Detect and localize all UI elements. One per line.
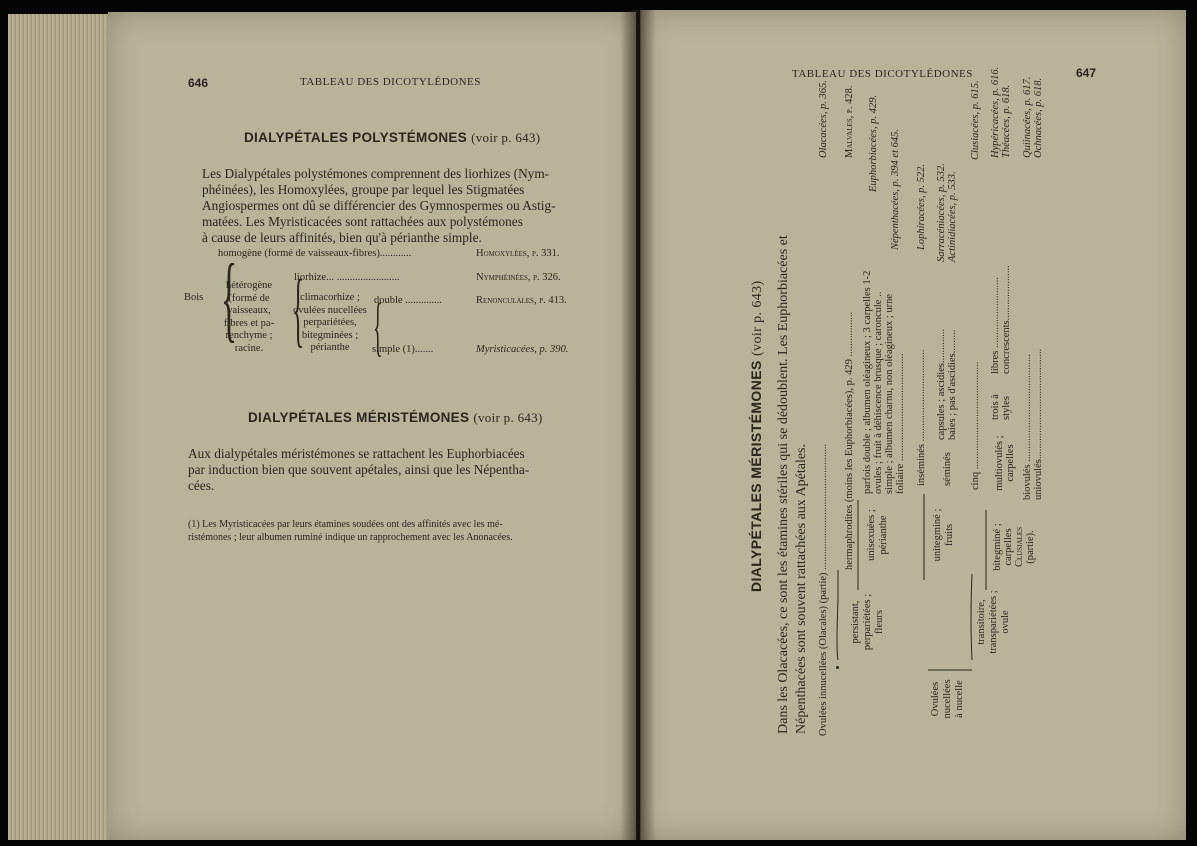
result-quiinacees: Quiinacées, p. 617. — [1022, 76, 1033, 158]
row-styles: styles — [1001, 396, 1012, 420]
paragraph-meristemones — [188, 446, 600, 494]
row-concrescents: concrescents..................... — [1001, 265, 1012, 374]
key-climacorhize — [286, 292, 374, 355]
result-lophiracees: Lophiracées, p. 522. — [916, 163, 927, 250]
result-clusiacees: Clusiacées, p. 615. — [970, 80, 981, 160]
label-line: (partie). — [1025, 530, 1036, 564]
label-line: multiovulés ; — [994, 435, 1005, 491]
result-hypericacees: Hypéricacées, p. 616. — [990, 66, 1001, 158]
label-line: nucellées — [942, 679, 953, 719]
row-cinq: cinq ......................................... — [970, 361, 981, 490]
result-theacees: Théacées, p. 618. — [1001, 84, 1012, 158]
row-semines: séminés — [942, 452, 953, 486]
key-line: renchyme ; — [225, 330, 273, 341]
key-double: double .............. — [374, 295, 442, 306]
text-line: Les Dialypétales polystémones comprennent des liorhizes (Nym- — [202, 166, 550, 181]
result-actinidiacees: Actinidiacées, p. 533. — [947, 171, 958, 262]
result-sarraceniacees: Sarracéniacées, p. 532. — [936, 163, 947, 262]
result-ochnacees: Ochnacées, p. 618. — [1033, 77, 1044, 158]
key-result-homoxylees: Homoxylées, p. 331. — [476, 248, 560, 259]
label-line: carpelles — [1005, 444, 1016, 482]
label-line: Ovulées — [930, 681, 941, 717]
text-line: phéinées), les Homoxylées, groupe par lequel les Stigmatées — [202, 182, 525, 197]
label-line: périanthe — [878, 515, 889, 555]
row-insemines: inséminés ................................... — [916, 349, 927, 486]
text-line: Angiospermes ont dû se différencier des Gymnospermes ou Astig- — [202, 198, 556, 213]
row-parfois-double: parfois double ; albumen oléagineux ; 3 carpelles 1-2 — [862, 270, 873, 494]
running-head: TABLEAU DES DICOTYLÉDONES — [792, 68, 973, 80]
key-line: perpariétées, — [303, 317, 357, 328]
row-capsules: capsules ; ascidies............. — [936, 328, 947, 440]
section-title-polystemones — [244, 130, 540, 146]
row-simple-2: foliaire ......................................... — [895, 353, 906, 494]
key-liorhize: liorhize... ........................ — [294, 272, 400, 283]
key-result-renonculales: Renonculales, p. 413. — [476, 295, 567, 306]
label-line: unisexuées ; — [866, 509, 877, 561]
footnote-line: ristémones ; leur albumen ruminé indique un rapprochement avec les Anonacées. — [188, 532, 513, 543]
key-homogene: homogène (formé de vaisseaux-fibres)............ — [218, 248, 412, 259]
result-malvales: Malvales, p. 428. — [844, 85, 855, 158]
key-label-bois: Bois — [184, 292, 204, 303]
section-title-text: DIALYPÉTALES MÉRISTÉMONES — [248, 410, 470, 425]
row-ovulees-innucellees: Ovulées innucellées (Olacales) (partie) ................................................ — [818, 443, 829, 736]
brace: { — [292, 263, 305, 356]
row-hermaphrodites: hermaphrodites (moins les Euphorbiacées), p. 429 ................. — [844, 311, 855, 570]
label-line: à nucelle — [954, 680, 965, 718]
page-number: 647 — [1076, 66, 1097, 80]
running-head: TABLEAU DES DICOTYLÉDONES — [300, 76, 481, 88]
key-line: hétérogène — [225, 280, 273, 291]
heading-ref: (voir p. 643) — [750, 280, 765, 356]
label-line: Clusiales — [1014, 526, 1025, 568]
row-parfois-double-2: ovules ; fruit à déhiscence brusque ; caroncule .. — [873, 291, 884, 494]
heading-text: DIALYPÉTALES MÉRISTÉMONES — [748, 360, 764, 592]
page-number: 646 — [188, 76, 209, 90]
key-line: (formé de — [228, 292, 270, 304]
label-line: carpelles — [1003, 528, 1014, 566]
row-libres: libres ........................... — [990, 277, 1001, 374]
key-line: fibres et pa- — [223, 317, 275, 329]
key-line: climacorhize ; — [300, 292, 360, 303]
paragraph-polystemones — [202, 166, 600, 246]
section-ref: (voir p. 643) — [471, 130, 541, 145]
intro-line: Dans les Olacacées, ce sont les étamines stériles qui se dédoublent. Les Euphorbiacées et — [776, 235, 791, 734]
label-line: unitegminé ; — [932, 508, 943, 562]
result-olacacees: Olacacées, p. 365. — [818, 80, 829, 158]
label-line: transpariétées ; — [988, 590, 999, 654]
key-line: ovulées nucellées — [293, 304, 367, 316]
result-nepenthacees: Népenthacées, p. 394 et 645. — [890, 128, 901, 250]
text-line: par induction bien que souvent apétales, ainsi que les Népentha- — [188, 462, 530, 477]
row-simple: simple ; albumen charnu, non oléagineux ; urne — [884, 293, 895, 494]
label-line: persistant, — [850, 600, 861, 644]
key-result-myristicacees: Myristicacées, p. 390. — [476, 344, 569, 355]
label-line: ovule — [1000, 610, 1011, 634]
key-line: vaisseaux, — [227, 305, 271, 316]
brace-lines — [640, 90, 1080, 770]
result-euphorbiacees: Euphorbiacées, p. 429. — [868, 94, 879, 192]
text-line: cées. — [188, 478, 215, 493]
text-line: Aux dialypétales méristémones se rattachent les Euphorbiacées — [188, 446, 525, 461]
right-page — [640, 10, 1186, 840]
key-heterogene — [214, 280, 284, 355]
footnote-line: (1) Les Myristicacées par leurs étamines soudées ont des affinités avec les mé- — [188, 519, 503, 530]
key-line: périanthe — [310, 342, 350, 353]
page-stack-edge — [8, 14, 118, 840]
key-line: racine. — [234, 342, 264, 354]
row-baies: baies ; pas d'ascidies......... — [947, 329, 958, 440]
brace: { — [373, 290, 383, 363]
key-simple: simple (1)....... — [372, 344, 434, 355]
text-line: à cause de leurs affinités, bien qu'à périanthe simple. — [202, 230, 482, 245]
key-result-nympheinees: Nymphéinées, p. 326. — [476, 272, 561, 283]
text-line: matées. Les Myristicacées sont rattachées aux polystémones — [202, 214, 523, 229]
label-line: bitegminé ; — [992, 523, 1003, 571]
book-gutter — [620, 10, 656, 840]
left-page — [108, 12, 636, 840]
key-line: bitegminées ; — [301, 329, 359, 341]
label-line: fruits — [944, 523, 955, 547]
intro-line: Népenthacées sont souvent rattachées aux Apétales. — [794, 443, 809, 734]
row-trois: trois à — [990, 394, 1001, 420]
section-title-meristemones — [248, 410, 543, 426]
row-uniovules: uniovulés.......................................... — [1033, 348, 1044, 500]
brace: { — [220, 244, 238, 351]
section-ref: (voir p. 643) — [473, 410, 543, 425]
label-line: fleurs — [874, 610, 885, 634]
row-biovules: biovulés ......................................... — [1022, 354, 1033, 500]
label-line: perpariétées ; — [862, 593, 873, 651]
footnote — [188, 518, 513, 544]
ink-speck — [836, 666, 839, 669]
section-title-text: DIALYPÉTALES POLYSTÉMONES — [244, 130, 468, 145]
label-line: transitoire, — [976, 599, 987, 645]
